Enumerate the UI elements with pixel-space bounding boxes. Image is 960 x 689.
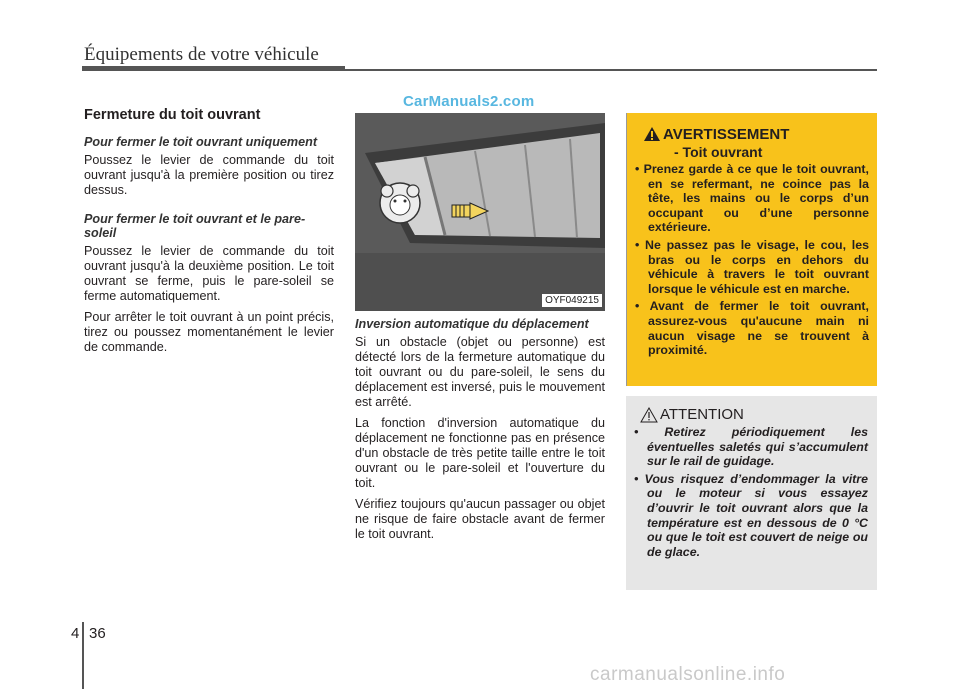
footer-watermark[interactable]: carmanualsonline.info [590, 664, 786, 685]
page-number-rule [82, 622, 84, 689]
subheading-close-roof-sunshade: Pour fermer le toit ouvrant et le pare-soleil [84, 212, 306, 240]
caution-triangle-icon [640, 407, 658, 423]
paragraph: Pour arrêter le toit ouvrant à un point précis, tirez ou poussez momentanément le levier de commande. [84, 310, 334, 354]
attention-title: ATTENTION [660, 406, 744, 423]
attention-list [634, 425, 868, 562]
attention-box [626, 396, 877, 590]
sunroof-illustration [355, 113, 605, 311]
warning-subtitle: - Toit ouvrant [674, 144, 763, 160]
header-rule-thin [345, 69, 877, 71]
warning-list [635, 162, 869, 361]
warning-box [626, 113, 877, 386]
attention-item: • Retirez périodiquement les éventuelles saletés qui s’accumulent sur le rail de guidage. [634, 425, 868, 469]
subheading-close-roof: Pour fermer le toit ouvrant uniquement [84, 135, 318, 149]
sunroof-drawing [355, 113, 605, 311]
page-number: 36 [89, 625, 106, 642]
warning-item: • Ne passez pas le visage, le cou, les bras ou le corps en dehors du véhicule à travers le toit ouvrant lorsque le véhicule est en marche. [635, 237, 869, 296]
paragraph: La fonction d'inversion automatique du déplacement ne fonctionne pas en présence d'un obstacle de très petite taille entre le toit ouvrant ou le pare-soleil et l'ouverture du toit. [355, 416, 605, 490]
warning-item: • Avant de fermer le toit ouvrant, assurez-vous qu'aucune main ni aucun visage ne se trouvent à proximité. [635, 299, 869, 358]
figure-code: OYF049215 [542, 294, 602, 307]
paragraph: Poussez le levier de commande du toit ouvrant jusqu'à la première position ou tirez dessus. [84, 153, 334, 197]
warning-item: • Prenez garde à ce que le toit ouvrant, en se refermant, ne coince pas la tête, les mains ou le corps d’un occupant ou d’une personne extérieure. [635, 162, 869, 235]
section-heading: Fermeture du toit ouvrant [84, 107, 261, 123]
paragraph: Si un obstacle (objet ou personne) est détecté lors de la fermeture automatique du toit ouvrant ou du pare-soleil, le sens du déplacement est inversé, puis le mouvement est arrêté. [355, 335, 605, 409]
header-rule [82, 66, 345, 71]
warning-title: AVERTISSEMENT [663, 126, 790, 143]
page-header-title: Équipements de votre véhicule [84, 44, 319, 65]
middle-column [355, 317, 605, 548]
subheading-auto-reverse: Inversion automatique du déplacement [355, 317, 589, 331]
warning-triangle-icon [643, 126, 661, 142]
paragraph: Vérifiez toujours qu'aucun passager ou objet ne risque de faire obstacle avant de fermer le toit ouvrant. [355, 497, 605, 541]
watermark-link[interactable]: CarManuals2.com [403, 93, 535, 110]
paragraph: Poussez le levier de commande du toit ouvrant jusqu'à la deuxième position. Le toit ouvrant se ferme, puis le pare-soleil se ferme automatiquement. [84, 244, 334, 303]
chapter-number: 4 [71, 625, 80, 642]
left-column [84, 108, 334, 361]
attention-item: • Vous risquez d’endommager la vitre ou le moteur si vous essayez d’ouvrir le toit ouvrant alors que la température est en dessous de 0 °C ou que le toit est couvert de neige ou de glace. [634, 471, 868, 559]
